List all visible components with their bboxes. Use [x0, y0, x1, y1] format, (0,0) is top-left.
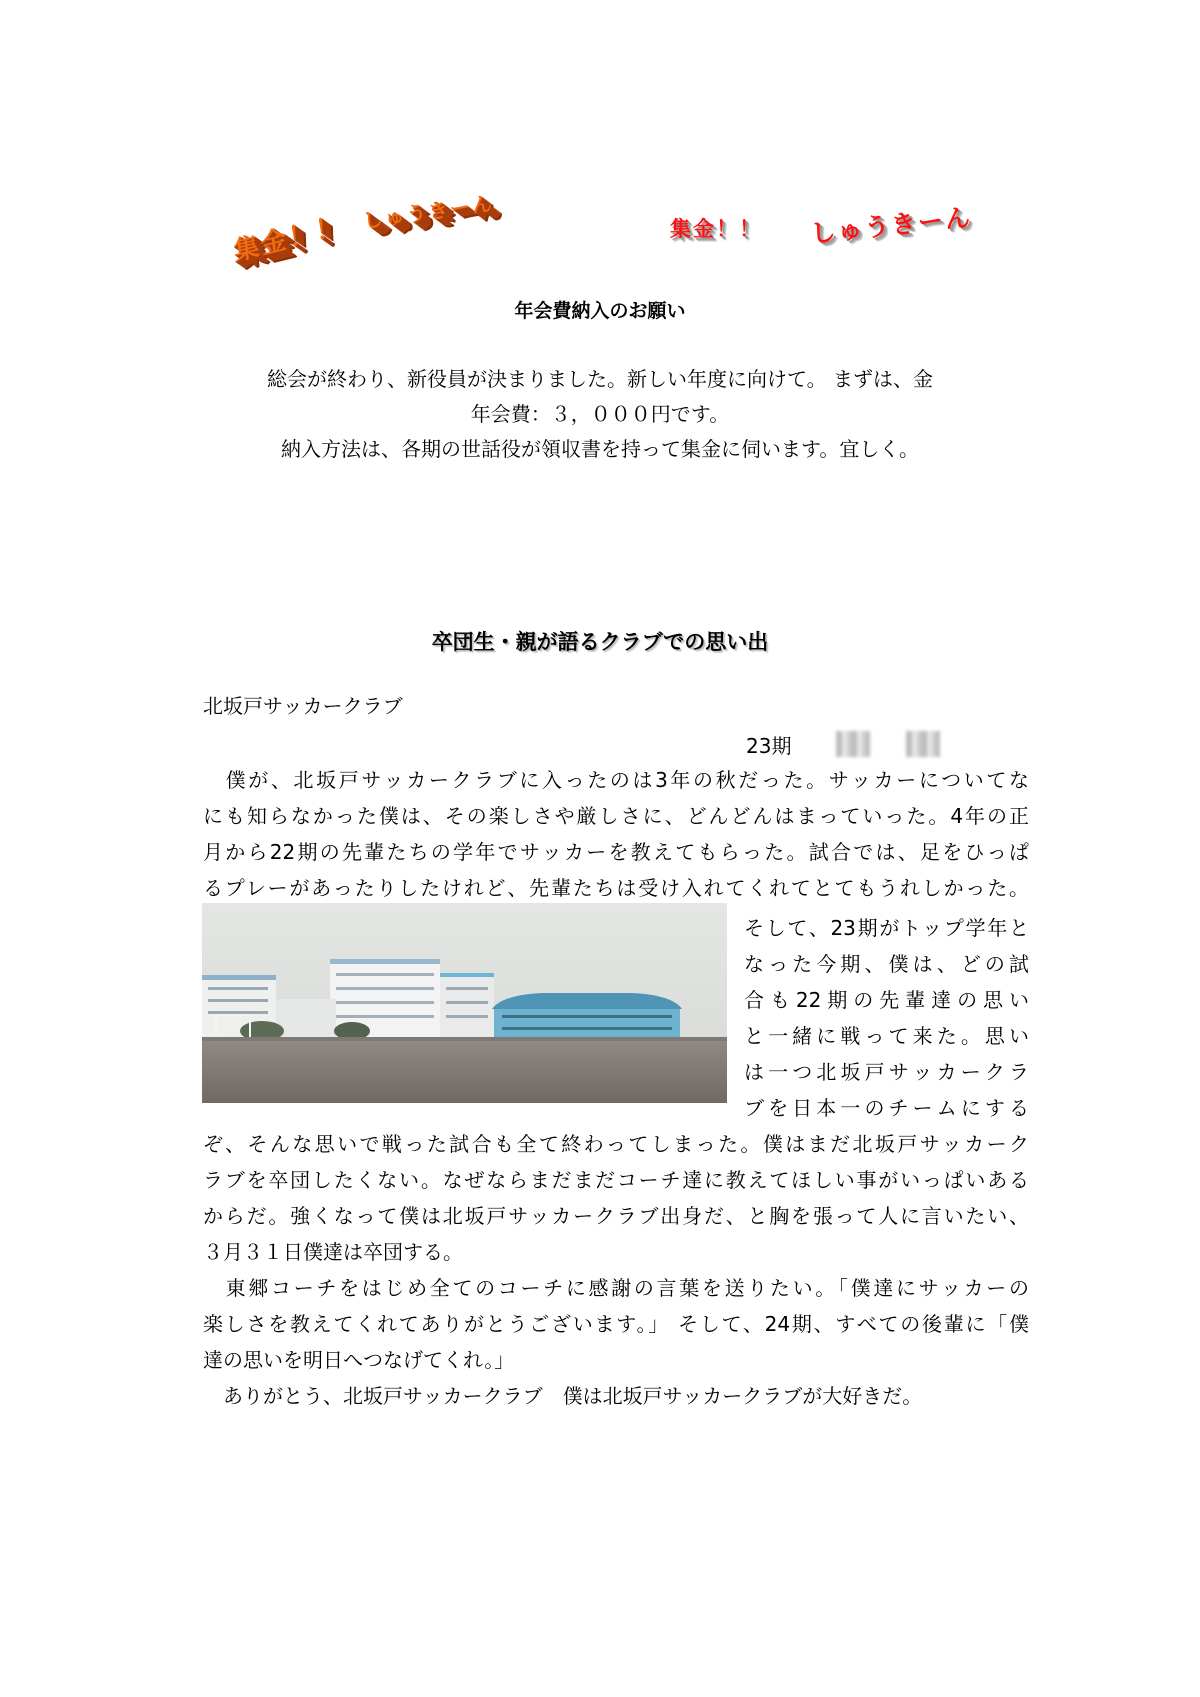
thanks-line: 達の思いを明日へつなげてくれ。」 — [203, 1348, 515, 1372]
notice-line-1: 総会が終わり、新役員が決まりました。新しい年度に向けて。 まずは、金 — [267, 367, 933, 391]
side-line: と一緒に戦って来た。思い — [744, 1024, 1029, 1048]
closing-line: ありがとう、北坂戸サッカークラブ 僕は北坂戸サッカークラブが大好きだ。 — [203, 1384, 923, 1408]
side-line: なった今期、僕は、どの試 — [744, 952, 1029, 976]
continued-line: ラブを卒団したくない。なぜならまだまだコーチ達に教えてほしい事がいっぱいある — [203, 1168, 1029, 1192]
paragraph-line: 月から22期の先輩たちの学年でサッカーを教えてもらった。試合では、足をひっぱ — [203, 840, 1029, 864]
blurred-name-given — [836, 731, 870, 757]
thanks-line: 東郷コーチをはじめ全てのコーチに感謝の言葉を送りたい。「僕達にサッカーの — [203, 1276, 1029, 1300]
notice-title: 年会費納入のお願い — [514, 300, 686, 322]
paragraph-line: 僕が、北坂戸サッカークラブに入ったのは3年の秋だった。サッカーについてな — [203, 768, 1029, 792]
blurred-name-family — [906, 731, 940, 757]
thanks-line: 楽しさを教えてくれてありがとうございます。」 そして、24期、すべての後輩に「僕 — [203, 1312, 1029, 1336]
club-name: 北坂戸サッカークラブ — [203, 694, 403, 718]
side-line: 合も22期の先輩達の思い — [744, 988, 1029, 1012]
continued-line: ぞ、そんな思いで戦った試合も全て終わってしまった。僕はまだ北坂戸サッカーク — [203, 1132, 1029, 1156]
banner-left-shukiin: しゅうきーん — [361, 190, 496, 234]
side-line: ブを日本一のチームにする — [744, 1096, 1029, 1120]
paragraph-line: るプレーがあったりしたけれど、先輩たちは受け入れてくれてとてもうれしかった。 — [203, 876, 1029, 900]
banner-right-shukin: 集金！！ — [670, 217, 762, 241]
author-period: 23期 — [746, 734, 792, 758]
side-line: そして、23期がトップ学年と — [744, 916, 1029, 940]
section-title: 卒団生・親が語るクラブでの思い出 — [431, 630, 769, 654]
notice-line-3: 納入方法は、各期の世話役が領収書を持って集金に伺います。宜しく。 — [281, 437, 919, 461]
banner-left-shukin: 集金！！ — [232, 210, 345, 268]
school-photo — [202, 903, 727, 1103]
paragraph-line: にも知らなかった僕は、その楽しさや厳しさに、どんどんはまっていった。4年の正 — [203, 804, 1029, 828]
notice-line-2: 年会費：３，０００円です。 — [470, 402, 730, 426]
continued-line: ３月３１日僕達は卒団する。 — [203, 1240, 463, 1264]
banner-right-shukiin: しゅうきーん — [809, 202, 974, 249]
continued-line: からだ。強くなって僕は北坂戸サッカークラブ出身だ、と胸を張って人に言いたい、 — [203, 1204, 1029, 1228]
side-line: は一つ北坂戸サッカークラ — [744, 1060, 1029, 1084]
